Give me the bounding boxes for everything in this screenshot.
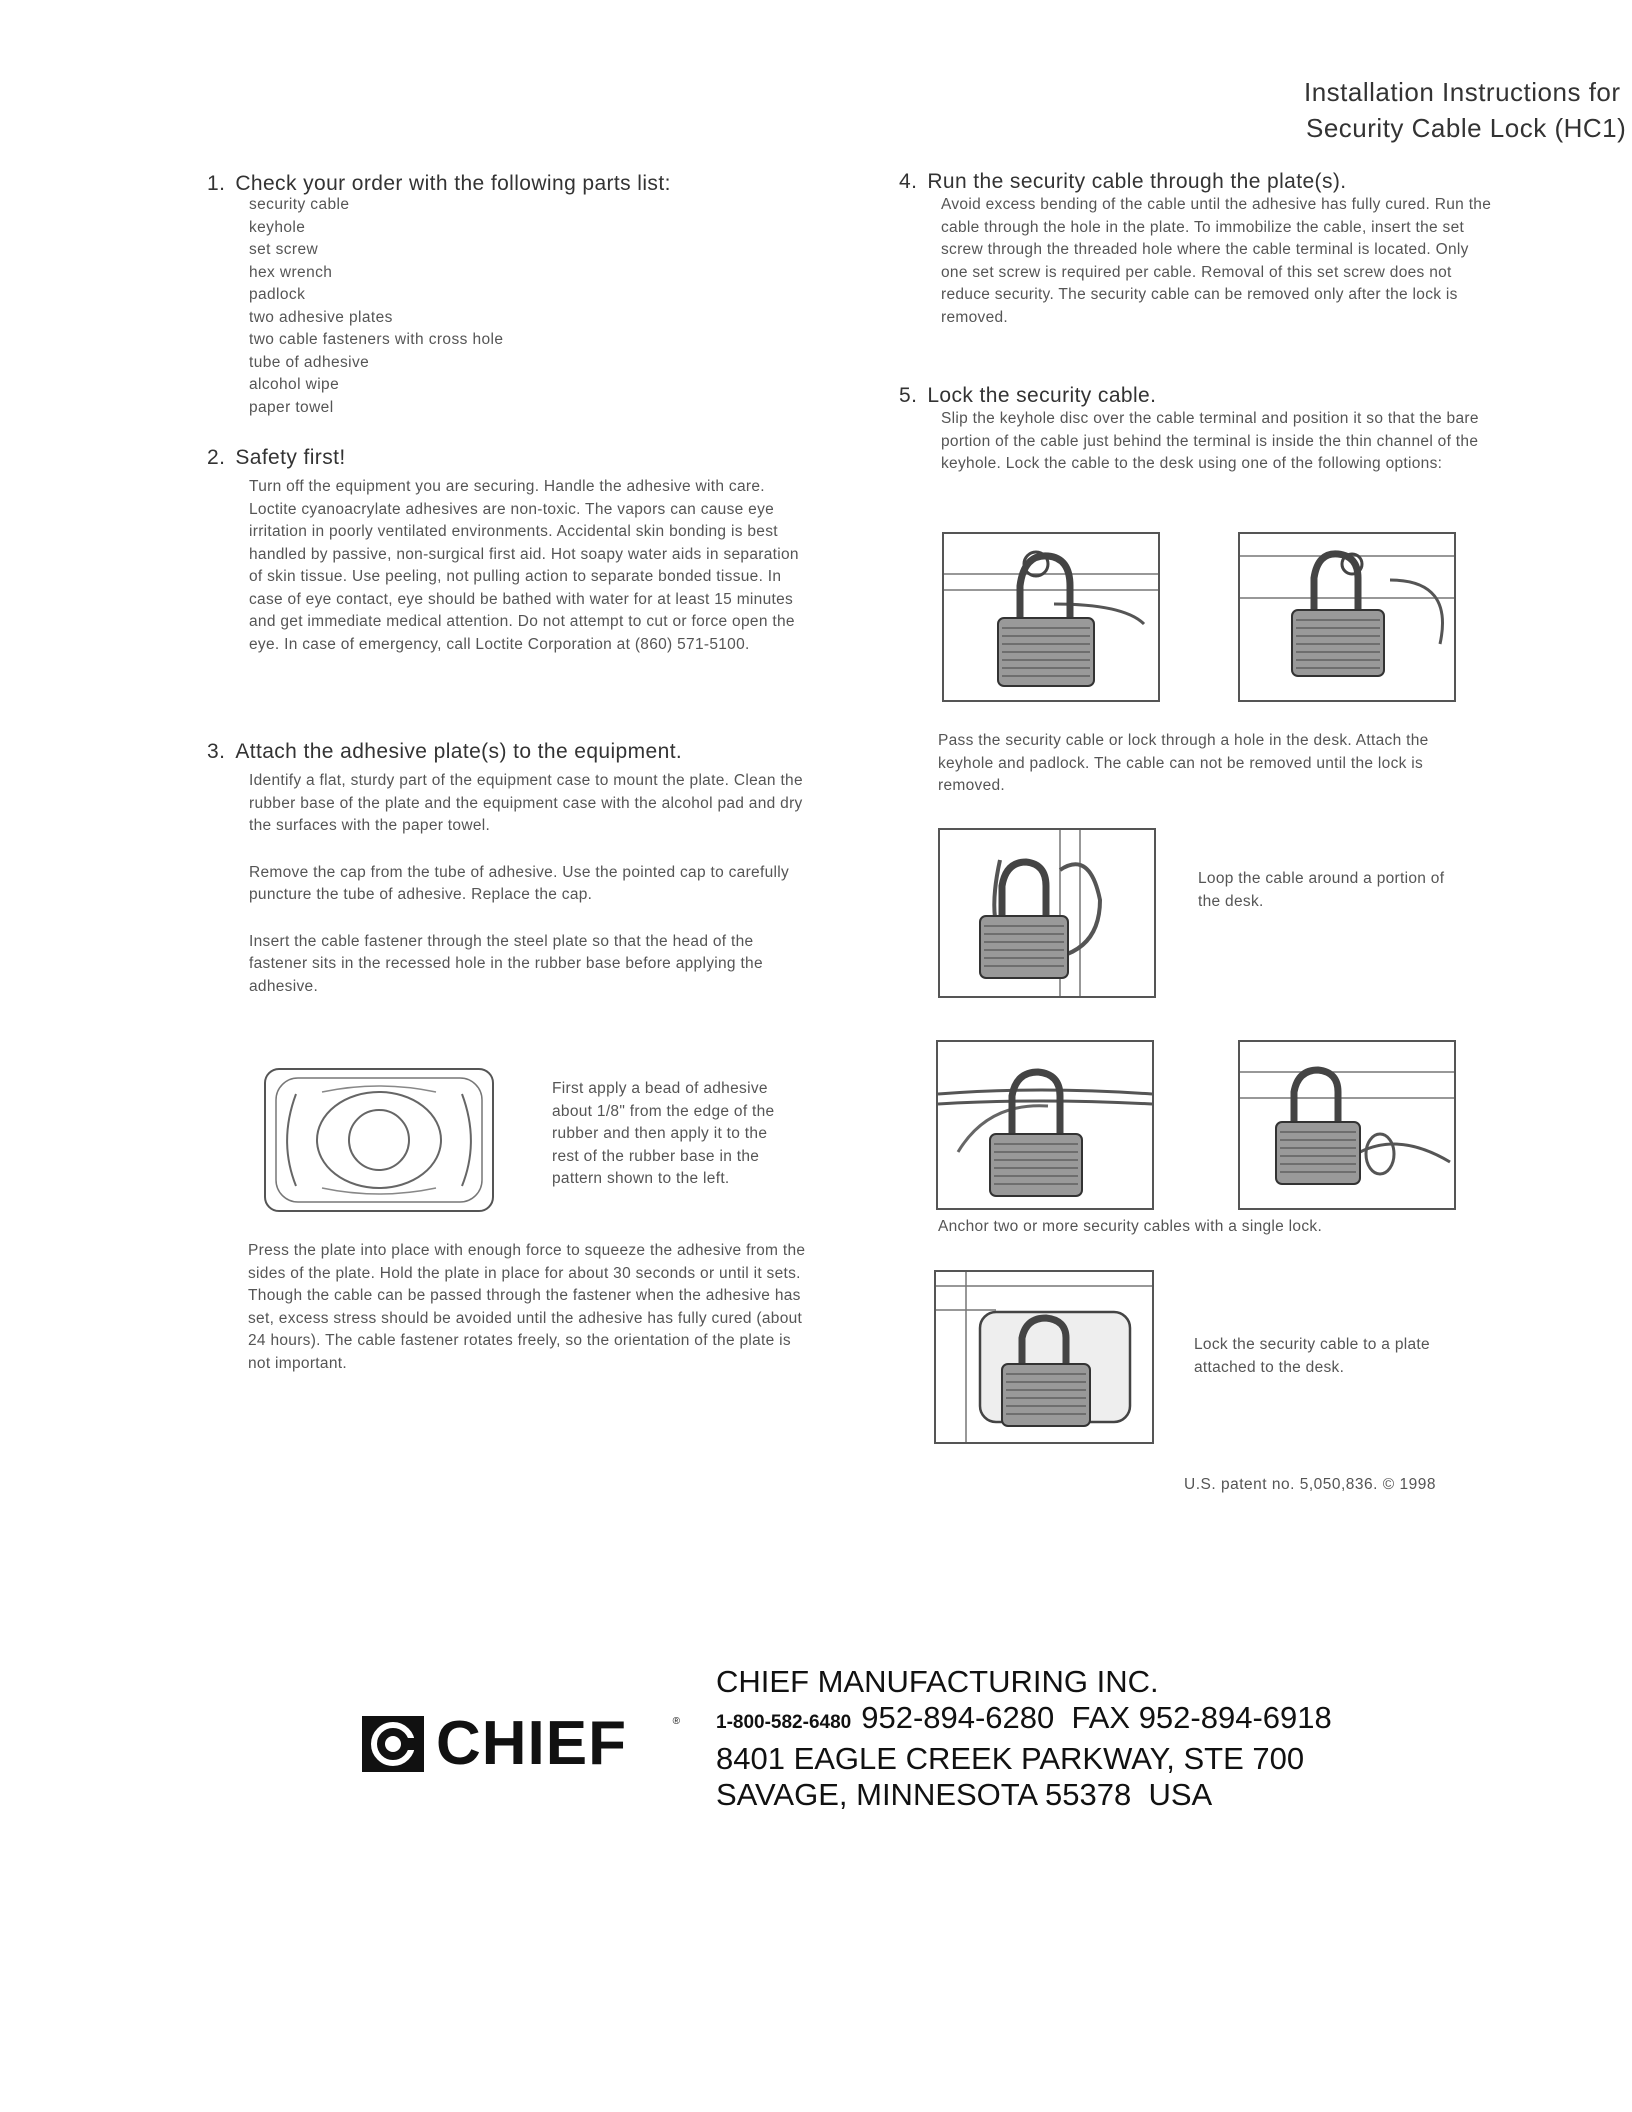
adhesive-pattern-figure bbox=[262, 1066, 496, 1214]
chief-logo bbox=[362, 1709, 680, 1778]
padlock-illustration bbox=[944, 534, 1158, 700]
section-number: 3. bbox=[207, 740, 226, 763]
padlock-illustration bbox=[1240, 534, 1454, 700]
section-parts-list bbox=[207, 172, 827, 419]
adhesive-pattern-illustration bbox=[262, 1066, 496, 1214]
pass-through-caption: Pass the security cable or lock through a hole in the desk. Attach the keyhole and padlock. The cable can not be removed until the lock is removed. bbox=[938, 732, 1429, 794]
padlock-through-desk-alt-figure bbox=[1238, 532, 1456, 702]
company-name: CHIEF MANUFACTURING INC. bbox=[716, 1664, 1159, 1699]
paragraph: Insert the cable fastener through the steel plate so that the head of the fastener sits in the recessed hole in the rubber base before applying the adhesive. bbox=[249, 932, 763, 995]
anchor-cables-figure bbox=[936, 1040, 1154, 1210]
padlock-illustration bbox=[936, 1272, 1152, 1442]
section-number: 2. bbox=[207, 446, 226, 469]
list-item: padlock bbox=[249, 286, 306, 303]
section-run-cable bbox=[899, 170, 1499, 329]
list-item: keyhole bbox=[249, 218, 306, 236]
section-title: Safety first! bbox=[235, 446, 346, 469]
parts-list bbox=[207, 194, 827, 419]
plate-lock-figure bbox=[934, 1270, 1154, 1444]
adhesive-figure-caption: First apply a bead of adhesive about 1/8" from the edge of the rubber and then apply it to the rest of the rubber base in the pattern shown to the left. bbox=[552, 1080, 775, 1187]
paragraph: Press the plate into place with enough force to squeeze the adhesive from the sides of the plate. Hold the plate in place for about 30 seconds or until it sets. Though the cable can be passed through the fastener when the adhesive has set, excess stress should be avoided until the adhesive has fully cured (about 24 hours). The cable fastener rotates freely, so the orientation of the plate is not important. bbox=[248, 1242, 806, 1372]
section-title: Run the security cable through the plate(s). bbox=[927, 170, 1347, 193]
company-phones bbox=[716, 1700, 1332, 1741]
section-heading bbox=[899, 170, 1499, 194]
list-item: security cable bbox=[249, 196, 350, 213]
list-item: alcohol wipe bbox=[249, 376, 340, 393]
list-item: two cable fasteners with cross hole bbox=[249, 331, 504, 348]
section-heading bbox=[207, 740, 817, 764]
paragraph: Identify a flat, sturdy part of the equipment case to mount the plate. Clean the rubber base of the plate and the equipment case with the alcohol pad and dry the surfaces with the paper towel. bbox=[249, 772, 803, 834]
loop-around-desk-figure bbox=[938, 828, 1156, 998]
section-heading bbox=[207, 446, 807, 470]
list-item: tube of adhesive bbox=[249, 353, 370, 371]
section-heading bbox=[899, 384, 1499, 408]
section-body: Avoid excess bending of the cable until the adhesive has fully cured. Run the cable through the hole in the plate. To immobilize the cable, insert the set screw through the threaded hole where the cable terminal is located. Only one set screw is required per cable. Removal of this set screw does not reduce security. The security cable can be removed only after the lock is removed. bbox=[941, 196, 1492, 326]
section-number: 5. bbox=[899, 384, 918, 407]
section-body: Slip the keyhole disc over the cable terminal and position it so that the bare portion of the cable just behind the terminal is inside the thin channel of the keyhole. Lock the cable to the desk using one of the following options: bbox=[941, 410, 1479, 472]
section-number: 1. bbox=[207, 172, 226, 195]
anchor-caption: Anchor two or more security cables with a single lock. bbox=[938, 1218, 1323, 1235]
section-title: Attach the adhesive plate(s) to the equipment. bbox=[235, 740, 683, 763]
phone-fax: 952-894-6280 FAX 952-894-6918 bbox=[861, 1700, 1332, 1735]
plate-caption: Lock the security cable to a plate attached to the desk. bbox=[1194, 1336, 1430, 1376]
title-line-2: Security Cable Lock (HC1) bbox=[1306, 113, 1627, 143]
section-lock-cable bbox=[899, 384, 1499, 476]
list-item: paper towel bbox=[249, 398, 334, 416]
padlock-illustration bbox=[940, 830, 1154, 996]
address-line-1: 8401 EAGLE CREEK PARKWAY, STE 700 bbox=[716, 1741, 1305, 1776]
list-item: set screw bbox=[249, 241, 319, 258]
toll-free-number: 1-800-582-6480 bbox=[716, 1712, 852, 1733]
patent-notice: U.S. patent no. 5,050,836. © 1998 bbox=[1184, 1476, 1436, 1493]
company-contact bbox=[716, 1664, 1332, 1813]
padlock-illustration bbox=[938, 1042, 1152, 1208]
anchor-cables-alt-figure bbox=[1238, 1040, 1456, 1210]
registered-mark: ® bbox=[672, 1716, 680, 1727]
section-title: Check your order with the following parts list: bbox=[235, 172, 671, 195]
chief-logo-text: CHIEF bbox=[436, 1709, 627, 1778]
section-safety bbox=[207, 446, 807, 656]
title-line-1: Installation Instructions for bbox=[1304, 77, 1621, 107]
list-item: hex wrench bbox=[249, 263, 333, 281]
paragraph: Remove the cap from the tube of adhesive. Use the pointed cap to carefully puncture the tube of adhesive. Replace the cap. bbox=[249, 863, 790, 903]
address-line-2: SAVAGE, MINNESOTA 55378 USA bbox=[716, 1777, 1213, 1812]
section-heading bbox=[207, 172, 827, 196]
padlock-illustration bbox=[1240, 1042, 1454, 1208]
padlock-through-desk-figure bbox=[942, 532, 1160, 702]
section-number: 4. bbox=[899, 170, 918, 193]
chief-logo-mark-icon bbox=[362, 1716, 424, 1772]
section-body: Turn off the equipment you are securing. Handle the adhesive with care. Loctite cyanoacrylate adhesives are non-toxic. The vapors can cause eye irritation in poorly ventilated environments. Accidental skin bonding is best handled by passive, non-surgical first aid. Hot soapy water aids in separation of skin tissue. Use peeling, not pulling action to separate bonded tissue. In case of eye contact, eye should be bathed with water for at least 15 minutes and get immediate medical attention. Do not attempt to cut or force open the eye. In case of emergency, call Loctite Corporation at (860) 571-5100. bbox=[249, 478, 799, 653]
section-title: Lock the security cable. bbox=[927, 384, 1157, 407]
section-attach-plate bbox=[207, 740, 817, 1018]
loop-caption: Loop the cable around a portion of the desk. bbox=[1198, 870, 1445, 910]
list-item: two adhesive plates bbox=[249, 308, 393, 326]
